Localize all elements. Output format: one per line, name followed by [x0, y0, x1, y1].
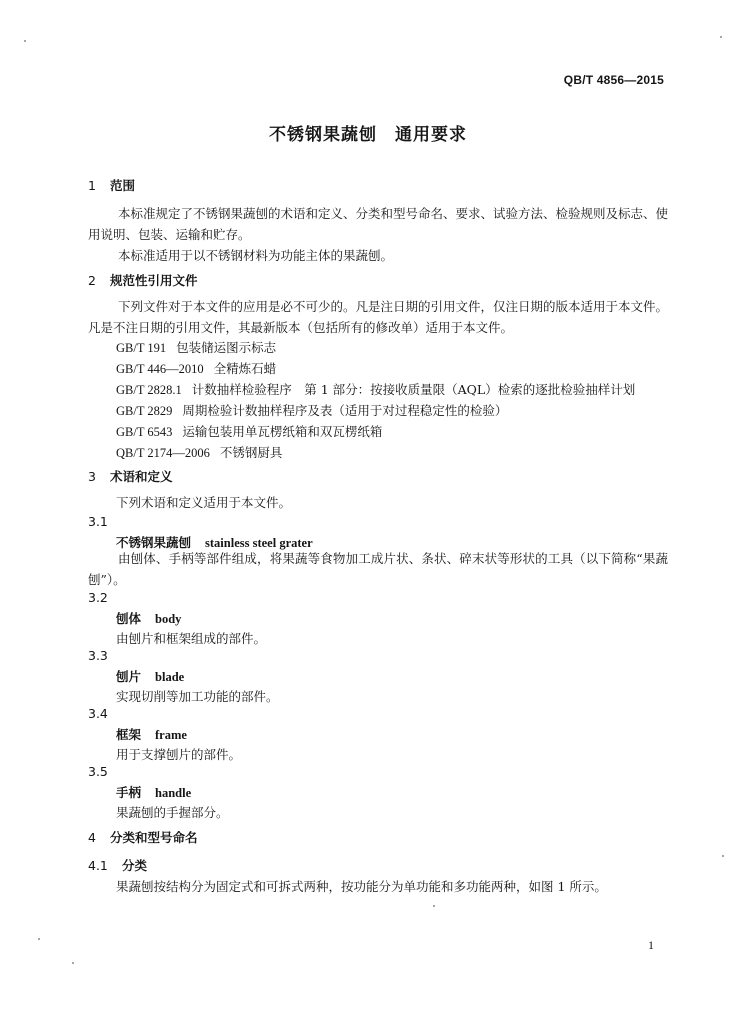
reference-item: GB/T 2828.1 计数抽样检验程序 第 1 部分：按接收质量限（AQL）检索的逐批检验抽样计划 — [116, 382, 636, 397]
reference-item: QB/T 2174—2006 不锈钢厨具 — [116, 445, 283, 460]
term-definition: 由刨片和框架组成的部件。 — [116, 631, 267, 646]
section-number: 2 — [88, 273, 96, 288]
section-3-heading — [88, 467, 173, 485]
term-definition: 实现切削等加工功能的部件。 — [116, 689, 279, 704]
term-heading: 框架 frame — [116, 727, 187, 742]
scan-speck — [722, 855, 724, 857]
section-title: 范围 — [110, 178, 136, 193]
term-number: 3.2 — [88, 590, 108, 605]
term-heading: 刨体 body — [116, 611, 182, 626]
section-title: 术语和定义 — [110, 469, 173, 484]
section-1-paragraph — [88, 203, 668, 266]
section-title: 分类和型号命名 — [110, 830, 198, 845]
reference-item: GB/T 2829 周期检验计数抽样程序及表（适用于对过程稳定性的检验） — [116, 403, 508, 418]
section-number: 3 — [88, 469, 96, 484]
term-number: 3.1 — [88, 514, 108, 529]
standard-code: QB/T 4856—2015 — [563, 73, 664, 87]
reference-item: GB/T 446—2010 全精炼石蜡 — [116, 361, 277, 376]
term-definition: 用于支撑刨片的部件。 — [116, 747, 242, 762]
section-number: 4 — [88, 830, 96, 845]
term-heading: 手柄 handle — [116, 785, 192, 800]
scan-speck — [24, 40, 26, 42]
term-definition: 果蔬刨的手握部分。 — [116, 805, 229, 820]
references-intro: 下列文件对于本文件的应用是必不可少的。凡是注日期的引用文件，仅注日期的版本适用于本文件。凡是不注日期的引用文件，其最新版本（包括所有的修改单）适用于本文件。 — [88, 299, 669, 335]
title-part-2: 通用要求 — [395, 125, 467, 145]
section-4-heading — [88, 828, 198, 846]
title-part-1: 不锈钢果蔬刨 — [269, 125, 377, 145]
term-number: 3.5 — [88, 764, 108, 779]
scan-speck — [38, 938, 40, 940]
subsection-number: 4.1 — [88, 858, 108, 873]
page-number: 1 — [648, 938, 654, 952]
term-number: 3.3 — [88, 648, 108, 663]
scan-speck — [72, 962, 74, 964]
scope-text-1: 本标准规定了不锈钢果蔬刨的术语和定义、分类和型号命名、要求、试验方法、检验规则及标志、使用说明、包装、运输和贮存。 — [88, 206, 669, 242]
scan-speck — [433, 905, 435, 907]
term-heading: 刨片 blade — [116, 669, 185, 684]
scope-text-2: 本标准适用于以不锈钢材料为功能主体的果蔬刨。 — [118, 248, 394, 263]
subsection-title: 分类 — [122, 858, 148, 873]
classification-text: 果蔬刨按结构分为固定式和可拆式两种，按功能分为单功能和多功能两种，如图 1 所示。 — [116, 879, 607, 894]
section-title: 规范性引用文件 — [110, 273, 198, 288]
reference-item: GB/T 191 包装储运图示标志 — [116, 340, 277, 355]
term-definition: 由刨体、手柄等部件组成，将果蔬等食物加工成片状、条状、碎末状等形状的工具（以下简称“果蔬刨”）。 — [88, 551, 668, 587]
document-title — [0, 120, 736, 145]
term-number: 3.4 — [88, 706, 108, 721]
terms-intro: 下列术语和定义适用于本文件。 — [116, 495, 292, 510]
section-1-heading — [88, 176, 135, 194]
section-number: 1 — [88, 178, 96, 193]
subsection-4-1-heading — [88, 856, 147, 874]
term-heading: 不锈钢果蔬刨 stainless steel grater — [116, 535, 313, 550]
section-2-intro — [88, 296, 668, 338]
reference-item: GB/T 6543 运输包装用单瓦楞纸箱和双瓦楞纸箱 — [116, 424, 383, 439]
section-2-heading — [88, 271, 198, 289]
scan-speck — [720, 36, 722, 38]
